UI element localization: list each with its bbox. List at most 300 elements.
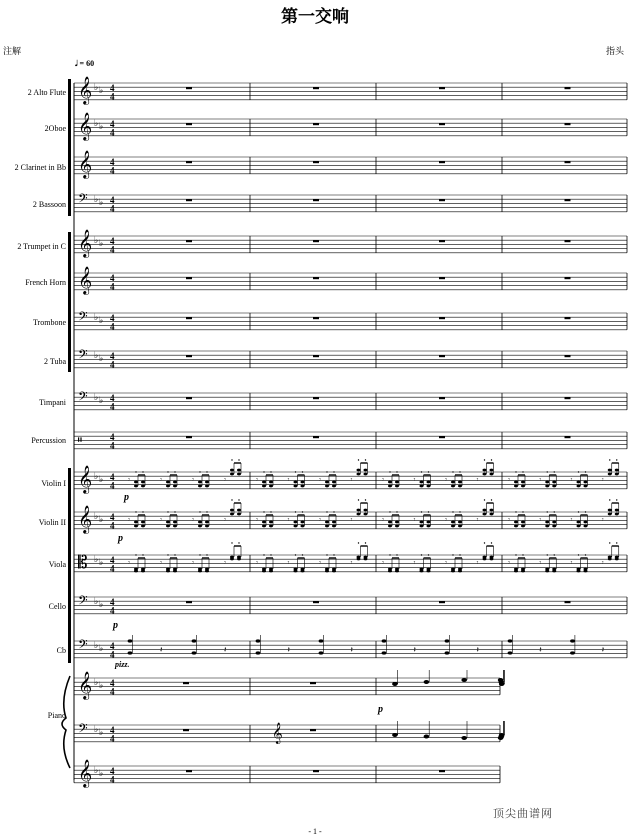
staccato-dot: [396, 554, 397, 555]
dynamic-cello: p: [113, 620, 118, 631]
note-head: [294, 485, 298, 488]
note-head: [458, 481, 462, 484]
note-head: [608, 513, 612, 516]
page-number: - 1 -: [308, 827, 322, 836]
treble-clef-icon: 𝄞: [78, 505, 93, 533]
staccato-dot: [199, 554, 200, 555]
eighth-rest: 𝄾: [128, 559, 130, 567]
whole-rest: [183, 729, 189, 731]
staccato-dot: [263, 511, 264, 512]
time-sig-bottom: 4: [110, 244, 115, 255]
eighth-rest: 𝄾: [350, 559, 353, 567]
flat-icon: ♭: [99, 558, 104, 568]
whole-rest: [313, 240, 319, 242]
note-head: [483, 469, 487, 472]
note-head: [269, 521, 273, 524]
quarter-rest: 𝄽: [476, 645, 479, 654]
whole-rest: [565, 277, 571, 279]
note-head: [332, 525, 336, 528]
note-head: [420, 525, 424, 528]
note-head: [332, 521, 336, 524]
staccato-dot: [270, 554, 271, 555]
staccato-dot: [389, 471, 390, 472]
watermark: 顶尖曲谱网: [493, 807, 553, 820]
note-head: [545, 481, 549, 484]
eighth-rest: 𝄾: [445, 476, 447, 484]
eighth-rest: 𝄾: [601, 516, 604, 524]
note-head: [319, 639, 324, 642]
note-head: [615, 556, 619, 559]
note-head: [458, 568, 462, 571]
staccato-dot: [578, 554, 579, 555]
note-head: [325, 568, 329, 571]
time-sig-top: 4: [110, 766, 115, 776]
note-head: [424, 680, 430, 684]
eighth-rest: 𝄾: [601, 559, 604, 567]
quarter-rest: 𝄽: [413, 645, 416, 654]
note-head: [128, 639, 133, 642]
quarter-rest: 𝄽: [350, 645, 353, 654]
eighth-rest: 𝄾: [287, 559, 290, 567]
note-head: [483, 473, 487, 476]
staccato-dot: [491, 542, 492, 543]
bass-clef-icon: 𝄢: [78, 347, 88, 365]
note-head: [552, 525, 556, 528]
bracket-brass: [68, 232, 71, 372]
eighth-rest: 𝄾: [319, 516, 321, 524]
time-sig-bottom: 4: [110, 440, 115, 451]
bass-clef-icon: 𝄢: [78, 389, 88, 407]
time-sig-bottom: 4: [110, 203, 115, 214]
staccato-dot: [326, 554, 327, 555]
staccato-dot: [459, 471, 460, 472]
note-head: [325, 525, 329, 528]
staccato-dot: [302, 554, 303, 555]
note-head: [584, 481, 588, 484]
whole-rest: [565, 87, 571, 89]
staccato-dot: [135, 554, 136, 555]
note-head: [615, 509, 619, 512]
staccato-dot: [206, 471, 207, 472]
staccato-dot: [389, 511, 390, 512]
note-head: [521, 521, 525, 524]
eighth-rest: 𝄾: [192, 559, 194, 567]
note-head: [615, 469, 619, 472]
staccato-dot: [167, 511, 168, 512]
instrument-label-clarinet: 2 Clarinet in Bb: [14, 163, 66, 172]
eighth-rest: 𝄾: [413, 516, 416, 524]
flat-icon: ♭: [94, 597, 99, 607]
whole-rest: [313, 317, 319, 319]
note-head: [198, 481, 202, 484]
note-head: [514, 481, 518, 484]
staccato-dot: [142, 471, 143, 472]
staccato-dot: [585, 554, 586, 555]
note-head: [490, 509, 494, 512]
flat-icon: ♭: [94, 641, 99, 651]
note-head: [128, 651, 133, 654]
staccato-dot: [396, 511, 397, 512]
bracket-woodwinds: [68, 79, 71, 216]
instrument-label-trumpet: 2 Trumpet in C: [17, 242, 66, 251]
note-head: [445, 651, 450, 654]
note-head: [262, 525, 266, 528]
note-head: [230, 473, 234, 476]
staccato-dot: [609, 499, 610, 500]
note-head: [237, 473, 241, 476]
staccato-dot: [421, 511, 422, 512]
quarter-rest: 𝄽: [601, 645, 605, 654]
staccato-dot: [491, 499, 492, 500]
time-sig-top: 4: [110, 119, 115, 129]
staccato-dot: [135, 471, 136, 472]
note-head: [364, 473, 368, 476]
note-head: [427, 521, 431, 524]
note-head: [451, 521, 455, 524]
time-sig-top: 4: [110, 236, 115, 246]
flat-icon: ♭: [94, 725, 99, 735]
note-head: [230, 513, 234, 516]
note-head: [608, 469, 612, 472]
right-note: 指头: [605, 47, 624, 57]
whole-rest: [313, 199, 319, 201]
eighth-rest: 𝄾: [570, 516, 573, 524]
note-head: [332, 481, 336, 484]
staccato-dot: [421, 554, 422, 555]
whole-rest: [186, 161, 192, 163]
note-head: [577, 525, 581, 528]
note-head: [173, 568, 177, 571]
note-head: [205, 521, 209, 524]
whole-rest: [186, 601, 192, 603]
instrument-label-french-horn: French Horn: [25, 278, 66, 287]
note-head: [521, 481, 525, 484]
flat-icon: ♭: [94, 678, 99, 688]
whole-rest: [439, 87, 445, 89]
eighth-rest: 𝄾: [570, 476, 573, 484]
bass-clef-icon: 𝄢: [78, 309, 88, 327]
dynamic-piano: p: [378, 704, 383, 715]
whole-rest: [313, 161, 319, 163]
staccato-dot: [333, 471, 334, 472]
staccato-dot: [270, 511, 271, 512]
whole-rest: [565, 397, 571, 399]
note-head: [490, 473, 494, 476]
note-head: [392, 733, 398, 737]
whole-rest: [313, 770, 319, 772]
note-head: [325, 481, 329, 484]
flat-icon: ♭: [94, 555, 99, 565]
staccato-dot: [578, 511, 579, 512]
note-head: [498, 736, 504, 740]
note-head: [134, 525, 138, 528]
flat-icon: ♭: [94, 236, 99, 246]
note-head: [608, 509, 612, 512]
time-sig-top: 4: [110, 195, 115, 205]
eighth-rest: 𝄾: [508, 559, 510, 567]
flat-icon: ♭: [99, 600, 104, 610]
eighth-rest: 𝄾: [539, 476, 542, 484]
treble-clef-icon: 𝄞: [78, 229, 93, 257]
note-head: [451, 485, 455, 488]
whole-rest: [313, 397, 319, 399]
eighth-rest: 𝄾: [224, 516, 226, 524]
whole-rest: [186, 770, 192, 772]
staccato-dot: [515, 471, 516, 472]
note-head: [134, 481, 138, 484]
eighth-rest: 𝄾: [601, 476, 604, 484]
note-head: [514, 568, 518, 571]
time-sig-top: 4: [110, 472, 115, 482]
note-head: [269, 525, 273, 528]
flat-icon: ♭: [99, 769, 104, 779]
staccato-dot: [609, 459, 610, 460]
eighth-rest: 𝄾: [413, 476, 416, 484]
whole-rest: [565, 161, 571, 163]
note-head: [237, 509, 241, 512]
note-head: [357, 556, 361, 559]
staccato-dot: [167, 471, 168, 472]
staccato-dot: [459, 511, 460, 512]
whole-rest: [565, 240, 571, 242]
flat-icon: ♭: [94, 83, 99, 93]
note-head: [490, 556, 494, 559]
staccato-dot: [554, 471, 555, 472]
quarter-rest: 𝄽: [287, 645, 290, 654]
staccato-dot: [609, 542, 610, 543]
whole-rest: [439, 277, 445, 279]
staccato-dot: [616, 542, 617, 543]
whole-rest: [313, 123, 319, 125]
quarter-rest: 𝄽: [539, 645, 542, 654]
flat-icon: ♭: [99, 316, 104, 326]
eighth-rest: 𝄾: [508, 476, 510, 484]
staccato-dot: [547, 511, 548, 512]
note-head: [388, 481, 392, 484]
staccato-dot: [174, 554, 175, 555]
whole-rest: [313, 436, 319, 438]
whole-rest: [439, 123, 445, 125]
flat-icon: ♭: [99, 239, 104, 249]
note-head: [173, 521, 177, 524]
staccato-dot: [554, 554, 555, 555]
eighth-rest: 𝄾: [382, 516, 384, 524]
note-head: [490, 469, 494, 472]
eighth-rest: 𝄾: [445, 516, 447, 524]
staccato-dot: [238, 499, 239, 500]
note-head: [427, 568, 431, 571]
note-head: [458, 485, 462, 488]
note-head: [364, 509, 368, 512]
eighth-rest: 𝄾: [445, 559, 447, 567]
eighth-rest: 𝄾: [319, 559, 321, 567]
treble-clef-icon: 𝄞: [78, 150, 93, 178]
whole-rest: [565, 436, 571, 438]
eighth-rest: 𝄾: [382, 559, 384, 567]
note-head: [294, 525, 298, 528]
note-head: [230, 509, 234, 512]
time-sig-top: 4: [110, 725, 115, 735]
note-head: [458, 525, 462, 528]
staccato-dot: [365, 542, 366, 543]
staccato-dot: [421, 471, 422, 472]
time-sig-bottom: 4: [110, 165, 115, 176]
eighth-rest: 𝄾: [256, 476, 258, 484]
note-head: [577, 521, 581, 524]
note-head: [584, 525, 588, 528]
note-head: [584, 485, 588, 488]
note-head: [325, 485, 329, 488]
note-head: [395, 525, 399, 528]
note-head: [198, 521, 202, 524]
note-head: [577, 481, 581, 484]
staccato-dot: [491, 459, 492, 460]
staccato-dot: [326, 511, 327, 512]
whole-rest: [186, 277, 192, 279]
instrument-label-percussion: Percussion: [31, 436, 66, 445]
note-head: [552, 568, 556, 571]
note-head: [134, 568, 138, 571]
time-sig-top: 4: [110, 432, 115, 442]
staccato-dot: [238, 459, 239, 460]
eighth-rest: 𝄾: [160, 516, 162, 524]
eighth-rest: 𝄾: [287, 476, 290, 484]
staccato-dot: [231, 542, 232, 543]
instrument-label-viola: Viola: [48, 560, 66, 569]
note-head: [357, 513, 361, 516]
note-head: [608, 473, 612, 476]
note-head: [461, 736, 467, 740]
note-head: [451, 568, 455, 571]
note-head: [577, 568, 581, 571]
instrument-label-trombone: Trombone: [32, 318, 66, 327]
time-sig-bottom: 4: [110, 733, 115, 744]
note-head: [420, 481, 424, 484]
staccato-dot: [135, 511, 136, 512]
note-head: [141, 525, 145, 528]
note-head: [262, 568, 266, 571]
staccato-dot: [554, 511, 555, 512]
note-head: [262, 481, 266, 484]
note-head: [451, 481, 455, 484]
staccato-dot: [302, 511, 303, 512]
flat-icon: ♭: [94, 766, 99, 776]
instrument-label-oboe: 2Oboe: [44, 124, 66, 133]
instrument-label-bassoon: 2 Bassoon: [32, 200, 66, 209]
whole-rest: [313, 355, 319, 357]
note-head: [269, 481, 273, 484]
time-sig-top: 4: [110, 512, 115, 522]
note-head: [490, 513, 494, 516]
time-sig-bottom: 4: [110, 649, 115, 660]
note-head: [483, 513, 487, 516]
staccato-dot: [547, 554, 548, 555]
note-head: [173, 525, 177, 528]
instrument-label-violin-1: Violin I: [41, 479, 66, 488]
eighth-rest: 𝄾: [160, 476, 162, 484]
staccato-dot: [484, 459, 485, 460]
whole-rest: [439, 355, 445, 357]
note-head: [173, 485, 177, 488]
eighth-rest: 𝄾: [319, 476, 321, 484]
eighth-rest: 𝄾: [570, 559, 573, 567]
note-head: [483, 556, 487, 559]
flat-icon: ♭: [99, 728, 104, 738]
note-head: [166, 481, 170, 484]
note-head: [364, 513, 368, 516]
staccato-dot: [295, 511, 296, 512]
note-head: [514, 525, 518, 528]
dynamic-violin1: p: [124, 492, 129, 503]
eighth-rest: 𝄾: [224, 476, 226, 484]
note-head: [608, 556, 612, 559]
whole-rest: [439, 240, 445, 242]
note-head: [269, 485, 273, 488]
flat-icon: ♭: [99, 515, 104, 525]
treble-clef-icon: 𝄞: [78, 465, 93, 493]
eighth-rest: 𝄾: [160, 559, 162, 567]
note-head: [237, 513, 241, 516]
note-head: [166, 485, 170, 488]
instrument-label-timpani: Timpani: [39, 398, 66, 407]
staccato-dot: [452, 511, 453, 512]
note-head: [301, 525, 305, 528]
note-head: [584, 521, 588, 524]
instrument-label-cb: Cb: [56, 646, 66, 655]
note-head: [388, 525, 392, 528]
whole-rest: [186, 355, 192, 357]
note-head: [332, 568, 336, 571]
staccato-dot: [174, 471, 175, 472]
staccato-dot: [522, 554, 523, 555]
eighth-rest: 𝄾: [192, 516, 194, 524]
staccato-dot: [428, 511, 429, 512]
whole-rest: [186, 240, 192, 242]
flat-icon: ♭: [99, 681, 104, 691]
bracket-strings: [68, 468, 71, 663]
eighth-rest: 𝄾: [224, 559, 226, 567]
staccato-dot: [452, 471, 453, 472]
note-head: [269, 568, 273, 571]
time-sig-top: 4: [110, 351, 115, 361]
staccato-dot: [358, 499, 359, 500]
note-head: [498, 678, 504, 682]
time-sig-top: 4: [110, 393, 115, 403]
flat-icon: ♭: [99, 198, 104, 208]
staccato-dot: [333, 554, 334, 555]
staccato-dot: [459, 554, 460, 555]
note-head: [508, 651, 513, 654]
eighth-rest: 𝄾: [476, 516, 479, 524]
eighth-rest: 𝄾: [382, 476, 384, 484]
note-head: [205, 568, 209, 571]
time-sig-top: 4: [110, 313, 115, 323]
time-sig-bottom: 4: [110, 281, 115, 292]
note-head: [424, 735, 430, 739]
whole-rest: [186, 436, 192, 438]
time-sig-bottom: 4: [110, 321, 115, 332]
staccato-dot: [428, 554, 429, 555]
note-head: [166, 521, 170, 524]
whole-rest: [310, 682, 316, 684]
note-head: [483, 509, 487, 512]
staccato-dot: [231, 459, 232, 460]
note-head: [230, 556, 234, 559]
instrument-label-cello: Cello: [48, 602, 66, 611]
note-head: [237, 469, 241, 472]
note-head: [382, 639, 387, 642]
staccato-dot: [174, 511, 175, 512]
